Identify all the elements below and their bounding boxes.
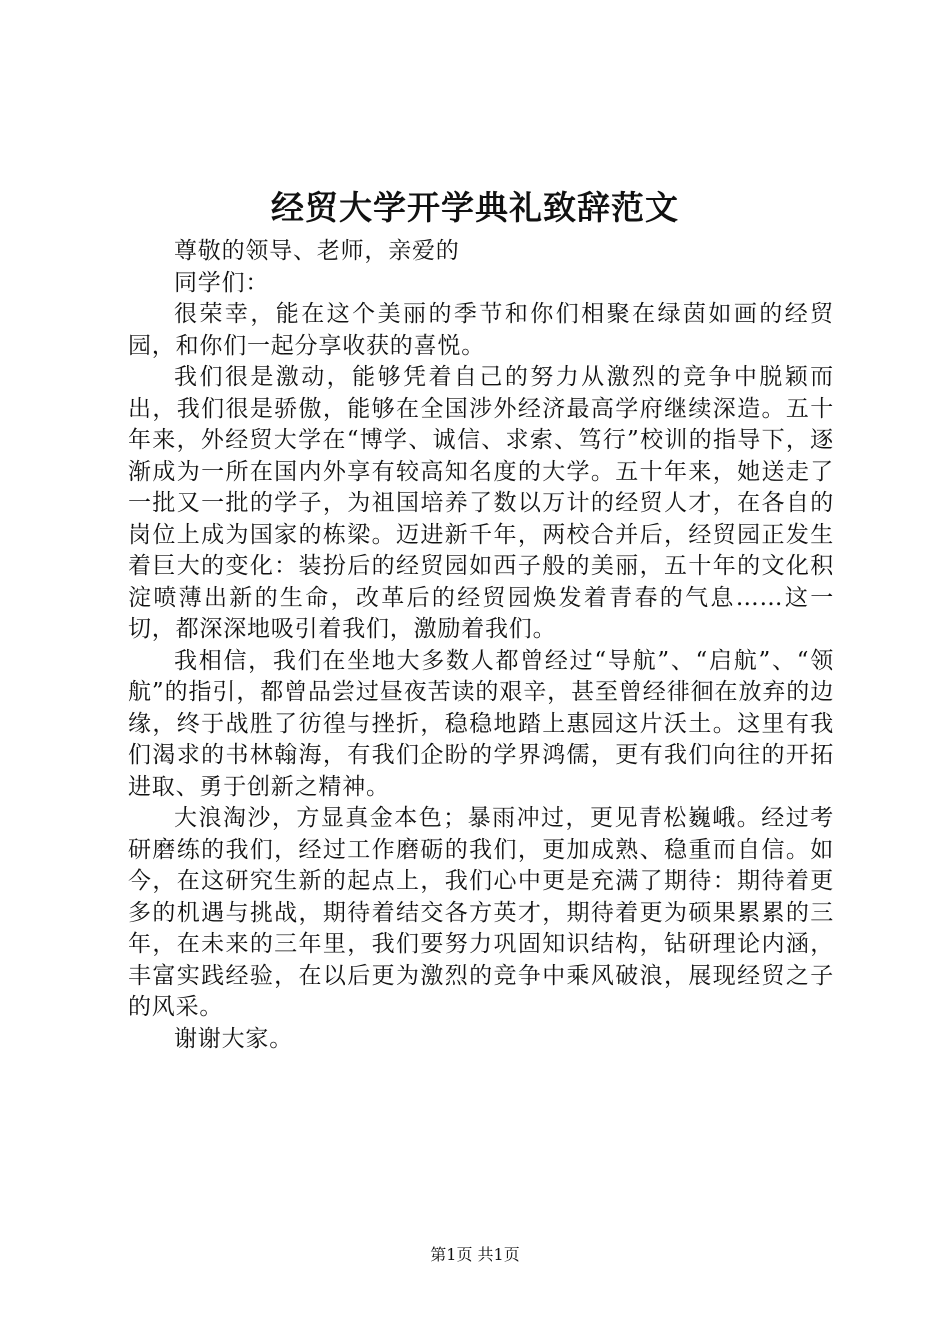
paragraph-2: 我们很是激动，能够凭着自己的努力从激烈的竞争中脱颖而出，我们很是骄傲，能够在全国涉外经济最高学府继续深造。五十年来，外经贸大学在“博学、诚信、求索、笃行”校训的指导下，逐渐成为一所在国内外享有较高知名度的大学。五十年来，她送走了一批又一批的学子，为祖国培养了数以万计的经贸人才，在各自的岗位上成为国家的栋梁。迈进新千年，两校合并后，经贸园正发生着巨大的变化：装扮后的经贸园如西子般的美丽，五十年的文化积淀喷薄出新的生命，改革后的经贸园焕发着青春的气息……这一切，都深深地吸引着我们，激励着我们。: [128, 364, 834, 642]
page-footer: 第1页 共1页: [430, 1245, 520, 1264]
document-title: 经贸大学开学典礼致辞范文: [271, 188, 679, 227]
paragraph-1: 很荣幸，能在这个美丽的季节和你们相聚在绿茵如画的经贸园，和你们一起分享收获的喜悦。: [128, 301, 834, 359]
paragraph-4: 大浪淘沙，方显真金本色；暴雨冲过，更见青松巍峨。经过考研磨练的我们，经过工作磨砺的我们，更加成熟、稳重而自信。如今，在这研究生新的起点上，我们心中更是充满了期待：期待着更多的机遇与挑战，期待着结交各方英才，期待着更为硕果累累的三年，在未来的三年里，我们要努力巩固知识结构，钻研理论内涵，丰富实践经验，在以后更为激烈的竞争中乘风破浪，展现经贸之子的风采。: [128, 805, 834, 1020]
document-body: [128, 236, 834, 1055]
paragraph-3: 我相信，我们在坐地大多数人都曾经过“导航”、“启航”、“领航”的指引，都曾品尝过昼夜苦读的艰辛，甚至曾经徘徊在放弃的边缘，终于战胜了彷徨与挫折，稳稳地踏上惠园这片沃土。这里有我们渴求的书林翰海，有我们企盼的学界鸿儒，更有我们向往的开拓进取、勇于创新之精神。: [128, 647, 834, 800]
salutation-line-2: 同学们：: [174, 269, 270, 296]
closing-line: 谢谢大家。: [174, 1025, 293, 1052]
salutation-line-1: 尊敬的领导、老师，亲爱的: [174, 238, 460, 264]
